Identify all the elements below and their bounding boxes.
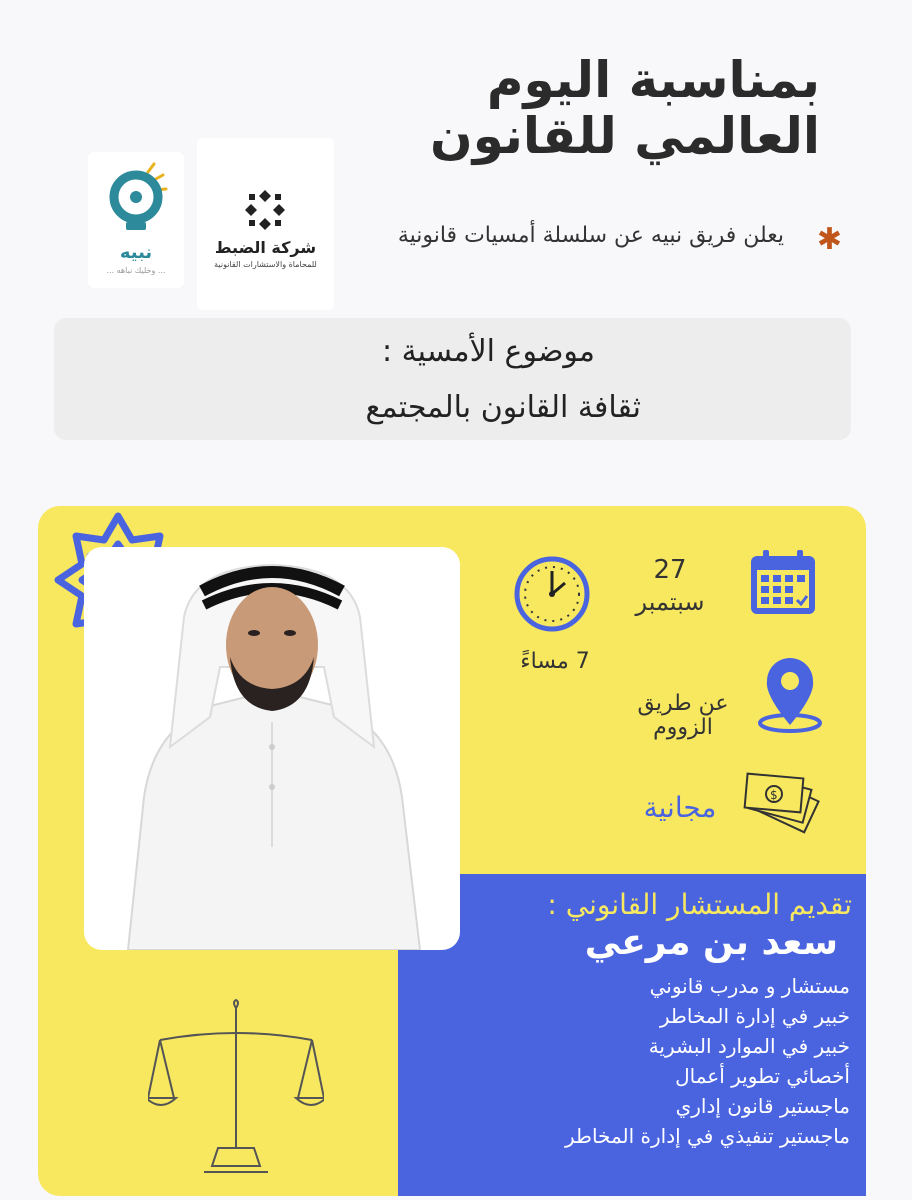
date-day: 27 xyxy=(653,555,687,585)
location-line-2: الزووم xyxy=(653,715,713,740)
location-line-1: عن طريق xyxy=(637,691,729,716)
calendar-icon xyxy=(747,548,819,618)
credential-item: ماجستير قانون إداري xyxy=(675,1094,850,1118)
credential-item: خبير في إدارة المخاطر xyxy=(659,1004,850,1028)
title-line-1: بمناسبة اليوم xyxy=(486,51,820,109)
event-time: 7 مساءً xyxy=(520,649,590,674)
lightbulb-icon xyxy=(88,152,184,252)
svg-text:$: $ xyxy=(770,788,778,802)
nabih-logo xyxy=(88,152,184,288)
nabih-logo-tagline: ... وخليك نباهه ... xyxy=(106,266,166,275)
scales-of-justice-icon xyxy=(148,998,324,1178)
location-pin-icon xyxy=(755,655,825,733)
announcement-text: يعلن فريق نبيه عن سلسلة أمسيات قانونية xyxy=(397,223,784,248)
asterisk-icon: ✱ xyxy=(816,222,842,257)
credential-item: خبير في الموارد البشرية xyxy=(648,1034,850,1058)
presenter-portrait-icon xyxy=(84,547,460,950)
credential-item: مستشار و مدرب قانوني xyxy=(649,974,850,998)
topic-label: موضوع الأمسية : xyxy=(381,334,595,369)
title-line-2: العالمي للقانون xyxy=(430,107,820,165)
money-icon xyxy=(740,768,822,846)
credential-item: أخصائي تطوير أعمال xyxy=(675,1064,850,1088)
event-price: مجانية xyxy=(643,791,717,824)
presenter-name: سعد بن مرعي xyxy=(584,922,838,963)
company-logo-name: شركة الضبط xyxy=(214,238,317,257)
presenter-photo xyxy=(84,547,460,950)
credential-item: ماجستير تنفيذي في إدارة المخاطر xyxy=(564,1124,850,1148)
clock-icon xyxy=(513,555,591,633)
topic-value: ثقافة القانون بالمجتمع xyxy=(365,390,641,425)
company-logo-tagline: للمحاماة والاستشارات القانونية xyxy=(214,260,317,269)
topic-box xyxy=(54,318,851,440)
company-logo xyxy=(197,138,334,310)
date-month: سبتمبر xyxy=(635,588,705,616)
presenter-label: تقديم المستشار القانوني : xyxy=(547,888,852,921)
company-emblem-icon xyxy=(241,186,289,234)
nabih-logo-name: نبيه xyxy=(119,242,153,263)
